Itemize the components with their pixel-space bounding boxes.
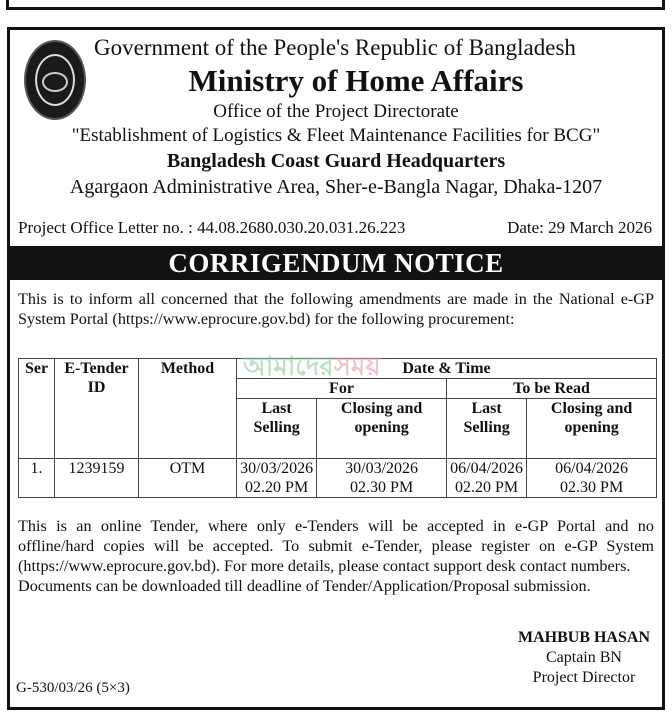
eprocure-link[interactable]: https://www.eprocure.gov.bd	[23, 557, 211, 575]
footer-text: This is an online Tender, where only e-Tenders will be accepted in e-GP Portal and no offline/hard copies will be accepted. To submit e-Tender, please register on e-GP System (	[18, 517, 654, 575]
signatory-role: Project Director	[532, 669, 636, 686]
signature-block	[518, 628, 650, 688]
date: 30/03/2026	[345, 460, 419, 477]
footer-text: ). For more details, please contact support desk contact numbers.	[210, 557, 631, 575]
cell-closing	[317, 459, 447, 498]
footer-paragraph	[18, 516, 654, 596]
date: 06/04/2026	[555, 460, 629, 477]
header-closing-opening: Closing and opening	[527, 399, 657, 459]
ministry-title: Ministry of Home Affairs	[188, 63, 524, 98]
signatory-rank: Captain BN	[545, 649, 622, 666]
office-line: Office of the Project Directorate	[213, 101, 459, 122]
date: 30/03/2026	[240, 460, 314, 477]
previous-notice-border	[6, 0, 665, 10]
header-last-selling: Last Selling	[237, 399, 317, 459]
hq-line: Bangladesh Coast Guard Headquarters	[166, 150, 506, 172]
header-method: Method	[139, 359, 237, 459]
header-date-time: Date & Time	[237, 359, 657, 379]
notice-date: Date: 29 March 2026	[507, 218, 652, 237]
time: 02.20 PM	[455, 479, 519, 496]
cell-method: OTM	[139, 459, 237, 498]
cell-ser: 1.	[19, 459, 55, 498]
date: 06/04/2026	[450, 460, 524, 477]
project-line: "Establishment of Logistics & Fleet Maintenance Facilities for BCG"	[71, 125, 601, 146]
cell-read-last-selling	[446, 459, 526, 498]
ad-code: G-530/03/26 (5×3)	[16, 680, 130, 696]
time: 02.30 PM	[560, 479, 624, 496]
notice-title: CORRIGENDUM NOTICE	[10, 246, 662, 280]
header-id: E-Tender ID	[55, 359, 139, 459]
header-closing-opening: Closing and opening	[317, 399, 447, 459]
download-note: Documents can be downloaded till deadline of Tender/Application/Proposal submission.	[18, 577, 591, 595]
header-last-selling: Last Selling	[446, 399, 526, 459]
letter-number: Project Office Letter no. : 44.08.2680.030.20.031.26.223	[18, 218, 406, 237]
cell-last-selling	[237, 459, 317, 498]
notice	[7, 27, 665, 710]
table-row	[19, 459, 657, 498]
cell-read-closing	[527, 459, 657, 498]
address-line: Agargaon Administrative Area, Sher-e-Bangla Nagar, Dhaka-1207	[69, 176, 603, 198]
intro-paragraph: This is to inform all concerned that the following amendments are made in the National e-GP System Portal (https://www.eprocure.gov.bd) for the following procurement:	[18, 290, 654, 328]
time: 02.20 PM	[245, 479, 309, 496]
government-line: Government of the People's Republic of Bangladesh	[94, 35, 576, 60]
header-ser: Ser	[19, 359, 55, 459]
signatory-name: MAHBUB HASAN	[517, 629, 650, 646]
cell-id: 1239159	[55, 459, 139, 498]
header-to-be-read: To be Read	[446, 379, 656, 399]
watermark-logo: আমাদেরসময়	[243, 352, 381, 381]
header-for: For	[237, 379, 447, 399]
time: 02.30 PM	[350, 479, 414, 496]
